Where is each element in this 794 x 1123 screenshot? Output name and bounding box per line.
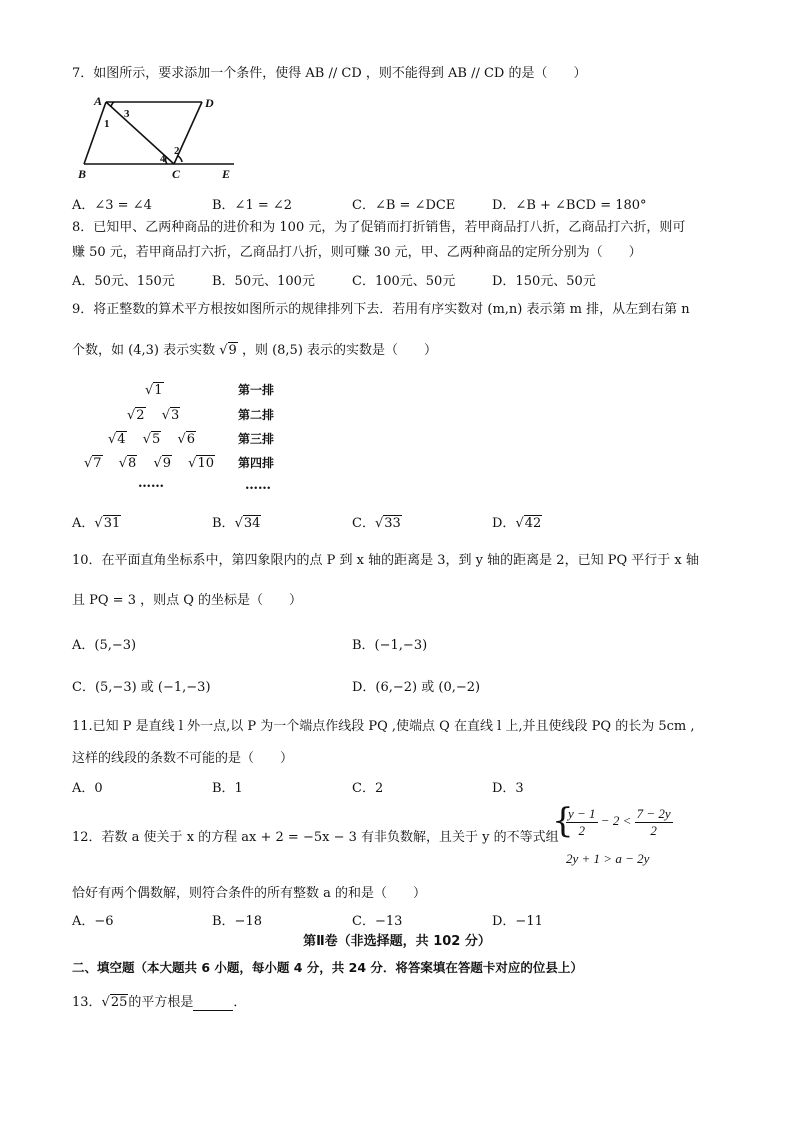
q9-row2: √2 √3 [127, 408, 180, 423]
q7-option-b[interactable]: B．∠1 = ∠2 [212, 198, 293, 213]
q12-inequality-2: 2y + 1 > a − 2y [566, 851, 650, 866]
q8-option-d[interactable]: D．150元、50元 [492, 274, 596, 289]
q8-option-b[interactable]: B．50元、100元 [212, 274, 315, 289]
q12-option-b[interactable]: B．−18 [212, 914, 262, 929]
q11-line1: 11.已知 P 是直线 l 外一点,以 P 为一个端点作线段 PQ ,使端点 Q 在直线 l 上,并且使线段 PQ 的长为 5cm , [72, 719, 695, 734]
q9-row4-label: 第四排 [238, 456, 275, 470]
q9-row4: √7 √8 √9 √10 [84, 456, 214, 471]
q8-option-c[interactable]: C．100元、50元 [352, 274, 456, 289]
q9-option-b[interactable]: B．√34 [212, 516, 261, 531]
q11-line2: 这样的线段的条数不可能的是（ ） [72, 751, 294, 766]
fig-label-D: D [205, 96, 214, 110]
q9-row3: √4 √5 √6 [108, 432, 196, 447]
q12-stem: 12．若数 a 使关于 x 的方程 ax + 2 = −5x − 3 有非负数解，且关于 y 的不等式组 [72, 830, 559, 845]
q12-option-d[interactable]: D．−11 [492, 914, 543, 929]
q12-line2: 恰好有两个偶数解，则符合条件的所有整数 a 的和是（ ） [72, 886, 427, 901]
fig-label-B: B [78, 167, 87, 181]
q9-line2 [72, 343, 437, 359]
q10-option-a[interactable]: A．(5,−3) [72, 638, 137, 653]
q13-answer-blank[interactable] [193, 998, 233, 1011]
q9-row1: √1 [145, 383, 163, 398]
q11-option-a[interactable]: A．0 [72, 781, 103, 796]
q13: 13．√25的平方根是 ． [72, 995, 247, 1010]
q11-option-b[interactable]: B．1 [212, 781, 243, 796]
q9-option-c[interactable]: C．√33 [352, 516, 401, 531]
q9-line2-b: ，则 (8,5) 表示的实数是（ ） [241, 343, 438, 358]
q7-stem: 7．如图所示，要求添加一个条件，使得 AB // CD ，则不能得到 AB // CD 的是（ ） [72, 66, 587, 81]
q9-row3-label: 第三排 [238, 432, 275, 446]
q9-example-radical: √9 [219, 343, 237, 358]
q9-dots-left: …… [138, 476, 164, 491]
q7-option-a[interactable]: A．∠3 = ∠4 [72, 198, 152, 213]
q9-line1: 9．将正整数的算术平方根按如图所示的规律排列下去．若用有序实数对 (m,n) 表示第 m 排，从左到右第 n [72, 302, 690, 317]
fig-angle-4: 4 [160, 153, 166, 165]
q9-line2-a: 个数，如 (4,3) 表示实数 [72, 343, 216, 358]
q9-row2-label: 第二排 [238, 408, 275, 422]
q7-option-c[interactable]: C．∠B = ∠DCE [352, 198, 456, 213]
q9-option-d[interactable]: D．√42 [492, 516, 542, 531]
fig-angle-2: 2 [174, 145, 180, 157]
q10-option-c[interactable]: C．(5,−3) 或 (−1,−3) [72, 680, 211, 695]
q12-option-a[interactable]: A．−6 [72, 914, 114, 929]
q8-line1: 8．已知甲、乙两种商品的进价和为 100 元，为了促销而打折销售，若甲商品打八折，乙商品打六折，则可 [72, 220, 686, 235]
part2-title: 第Ⅱ卷（非选择题，共 102 分） [303, 934, 491, 949]
q11-option-c[interactable]: C．2 [352, 781, 384, 796]
q11-option-d[interactable]: D．3 [492, 781, 524, 796]
q9-dots-right: …… [245, 478, 271, 493]
q8-option-a[interactable]: A．50元、150元 [72, 274, 175, 289]
q7-figure [74, 92, 244, 184]
q12-option-c[interactable]: C．−13 [352, 914, 403, 929]
fig-label-A: A [94, 94, 103, 108]
fig-label-C: C [172, 167, 181, 181]
q10-option-b[interactable]: B．(−1,−3) [352, 638, 428, 653]
q10-line2: 且 PQ = 3 ，则点 Q 的坐标是（ ） [72, 593, 303, 608]
q8-line2: 赚 50 元，若甲商品打六折，乙商品打八折，则可赚 30 元，甲、乙两种商品的定所分别为（ ） [72, 245, 642, 260]
q9-option-a[interactable]: A．√31 [72, 516, 121, 531]
section2-title: 二、填空题（本大题共 6 小题，每小题 4 分，共 24 分．将答案填在答题卡对应的位县上） [72, 960, 583, 975]
fig-label-E: E [222, 167, 231, 181]
q12-brace: { [552, 801, 574, 841]
fig-angle-1: 1 [104, 118, 110, 130]
q10-line1: 10．在平面直角坐标系中，第四象限内的点 P 到 x 轴的距离是 3，到 y 轴的距离是 2，已知 PQ 平行于 x 轴 [72, 553, 699, 568]
q9-row1-label: 第一排 [238, 383, 275, 397]
q10-option-d[interactable]: D．(6,−2) 或 (0,−2) [352, 680, 481, 695]
q12-inequality-1: $\frac{y - 1}{2}$ − 2 < $\frac{7 - 2y}{2}$ [568, 806, 671, 838]
fig-angle-3: 3 [124, 108, 130, 120]
q7-option-d[interactable]: D．∠B + ∠BCD = 180° [492, 198, 647, 213]
